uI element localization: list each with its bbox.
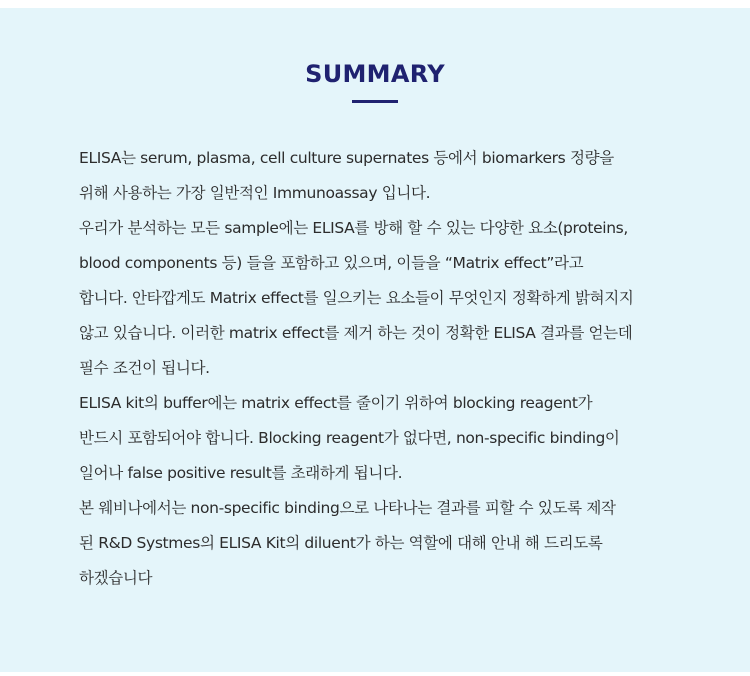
- title-underline: [352, 100, 398, 103]
- body-line: 우리가 분석하는 모든 sample에는 ELISA를 방해 할 수 있는 다양한 요소(proteins,: [79, 219, 628, 237]
- body-line: blood components 등) 들을 포함하고 있으며, 이들을 “Matrix effect”라고: [79, 254, 584, 272]
- body-line: 하겠습니다: [79, 569, 153, 587]
- body-line: 된 R&D Systmes의 ELISA Kit의 diluent가 하는 역할에 대해 안내 해 드리도록: [79, 534, 603, 552]
- summary-body: [79, 141, 699, 596]
- body-line: 위해 사용하는 가장 일반적인 Immunoassay 입니다.: [79, 184, 431, 202]
- body-line: 반드시 포함되어야 합니다. Blocking reagent가 없다면, non-specific binding이: [79, 429, 620, 447]
- body-line: 않고 있습니다. 이러한 matrix effect를 제거 하는 것이 정확한 ELISA 결과를 얻는데: [79, 324, 633, 342]
- summary-card: [0, 8, 750, 672]
- body-line: 필수 조건이 됩니다.: [79, 359, 210, 377]
- body-line: 본 웨비나에서는 non-specific binding으로 나타나는 결과를 피할 수 있도록 제작: [79, 499, 616, 517]
- body-line: ELISA는 serum, plasma, cell culture supernates 등에서 biomarkers 정량을: [79, 149, 614, 167]
- body-line: 합니다. 안타깝게도 Matrix effect를 일으키는 요소들이 무엇인지 정확하게 밝혀지지: [79, 289, 634, 307]
- body-line: 일어나 false positive result를 초래하게 됩니다.: [79, 464, 403, 482]
- summary-title: SUMMARY: [305, 60, 445, 88]
- body-line: ELISA kit의 buffer에는 matrix effect를 줄이기 위하여 blocking reagent가: [79, 394, 593, 412]
